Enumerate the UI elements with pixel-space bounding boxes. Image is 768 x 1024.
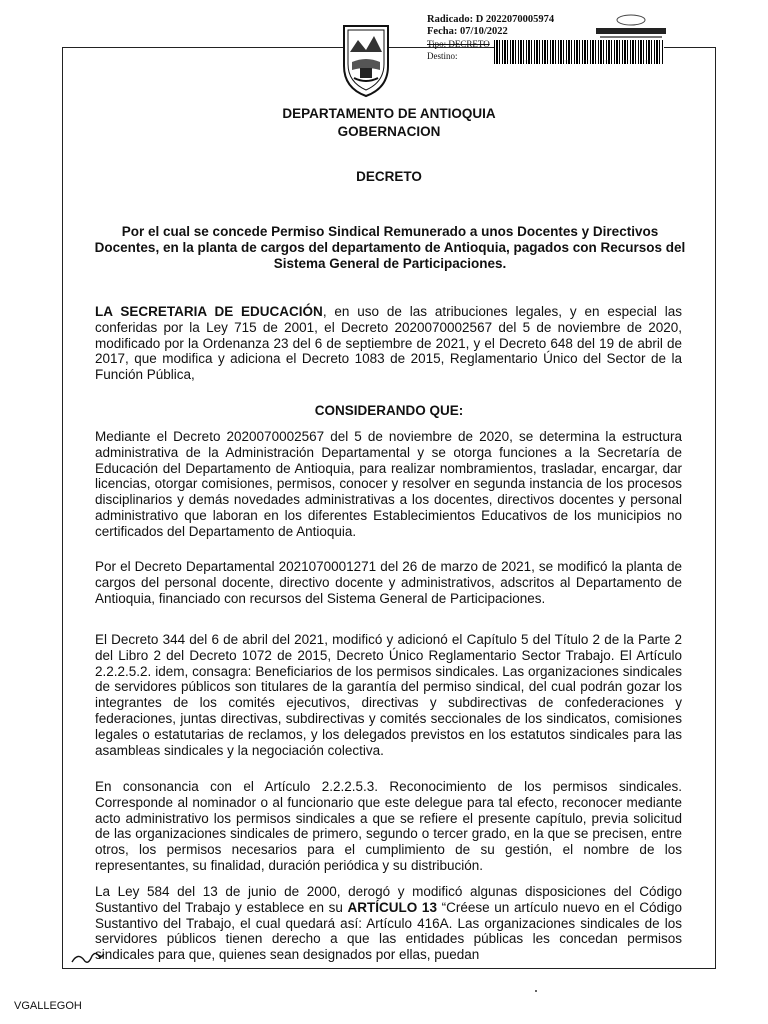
document-type-heading: DECRETO [356, 169, 422, 184]
office-heading: GOBERNACION [337, 124, 441, 139]
considerando-heading: CONSIDERANDO QUE: [314, 403, 464, 418]
filing-date: Fecha: 07/10/2022 [427, 26, 508, 37]
gobernacion-stamp-logo-icon [596, 14, 666, 40]
decree-title: Por el cual se concede Permiso Sindical Remunerado a unos Docentes y Directivos Docentes, en la planta de cargos del departamento de Antioquia, pagados con Recursos del Sistema General de Participaciones. [94, 224, 686, 271]
destination: Destino: [427, 51, 458, 61]
paragraph: En consonancia con el Artículo 2.2.2.5.3. Reconocimiento de los permisos sindicales. Corresponde al nominador o al funcionario que este delegue para tal efecto, reconocer mediante acto administrativo los permisos sindicales a que se refiere el presente capítulo, previa solicitud de las organizaciones sindicales de primero, segundo o tercer grado, en la que se precisen, entre otros, los permisos necesarios para el cumplimiento de su gestión, el nombre de los representantes, su finalidad, duración periódica y su distribución. [95, 779, 682, 873]
article-13-paragraph: La Ley 584 del 13 de junio de 2000, derogó y modificó algunas disposiciones del Código Sustantivo del Trabajo y establece en su ARTÍCULO 13 “Créese un artículo nuevo en el Código Sustantivo del Trabajo, el cual quedará así: Artículo 416A. Las organizaciones sindicales de los servidores públicos tienen derecho a que las entidades públicas les concedan permisos sindicales para que, quienes sean designados por ellas, puedan [95, 884, 682, 963]
department-heading: DEPARTAMENTO DE ANTIOQUIA [282, 106, 496, 121]
handwritten-initials-icon [70, 948, 106, 968]
speck [535, 990, 537, 992]
preamble-paragraph [95, 304, 682, 383]
article-13-label: ARTÍCULO 13 [347, 899, 437, 915]
issuing-authority: LA SECRETARIA DE EDUCACIÓN [95, 304, 323, 319]
footer-username: VGALLEGOH [14, 1000, 82, 1012]
paragraph: Por el Decreto Departamental 2021070001271 del 26 de marzo de 2021, se modificó la planta de cargos del personal docente, directivo docente y administrativos, adscritos al Departamento de Antioquia, financiado con recursos del Sistema General de Participaciones. [95, 559, 682, 606]
preamble-text: , en uso de las atribuciones legales, y en especial las conferidas por la Ley 715 de 2001, el Decreto 2020070002567 del 5 de noviembre de 2020, modificado por la Ordenanza 23 del 6 de septiembre de 2021, y el Decreto 648 del 19 de abril de 2017, que modifica y adiciona el Decreto 1083 de 2015, Reglamentario Único del Sector de la Función Pública, [95, 304, 682, 383]
document-type: Tipo: DECRETO [427, 39, 490, 49]
radicado-number: Radicado: D 2022070005974 [427, 14, 555, 25]
paragraph: Mediante el Decreto 2020070002567 del 5 de noviembre de 2020, se determina la estructura administrativa de la Administración Departamental y se otorga funciones a la Secretaría de Educación del Departamento de Antioquia, para realizar nombramientos, trasladar, encargar, dar licencias, otorgar comisiones, permisos, conocer y resolver en segunda instancia de los procesos disciplinarios y demás novedades administrativas a los docentes, directivos docentes y personal administrativo que laboran en los diferentes Establecimientos Educativos de los municipios no certificados del Departamento de Antioquia. [95, 429, 682, 539]
paragraph: El Decreto 344 del 6 de abril del 2021, modificó y adicionó el Capítulo 5 del Título 2 de la Parte 2 del Libro 2 del Decreto 1072 de 2015, Decreto Único Reglamentario Sector Trabajo. El Artículo 2.2.2.5.2. idem, consagra: Beneficiarios de los permisos sindicales. Las organizaciones sindicales de servidores públicos son titulares de la garantía del permiso sindical, del cual podrán gozar los integrantes de los comités ejecutivos, directivas y subdirectivas de confederaciones y federaciones, juntas directivas, subdirectivas y comités seccionales de los sindicatos, comisiones legales o estatutarias de reclamos, y los delegados previstos en los estatutos sindicales para las asambleas sindicales y la negociación colectiva. [95, 632, 682, 758]
antioquia-coat-of-arms-icon [338, 22, 394, 98]
barcode [494, 40, 664, 64]
